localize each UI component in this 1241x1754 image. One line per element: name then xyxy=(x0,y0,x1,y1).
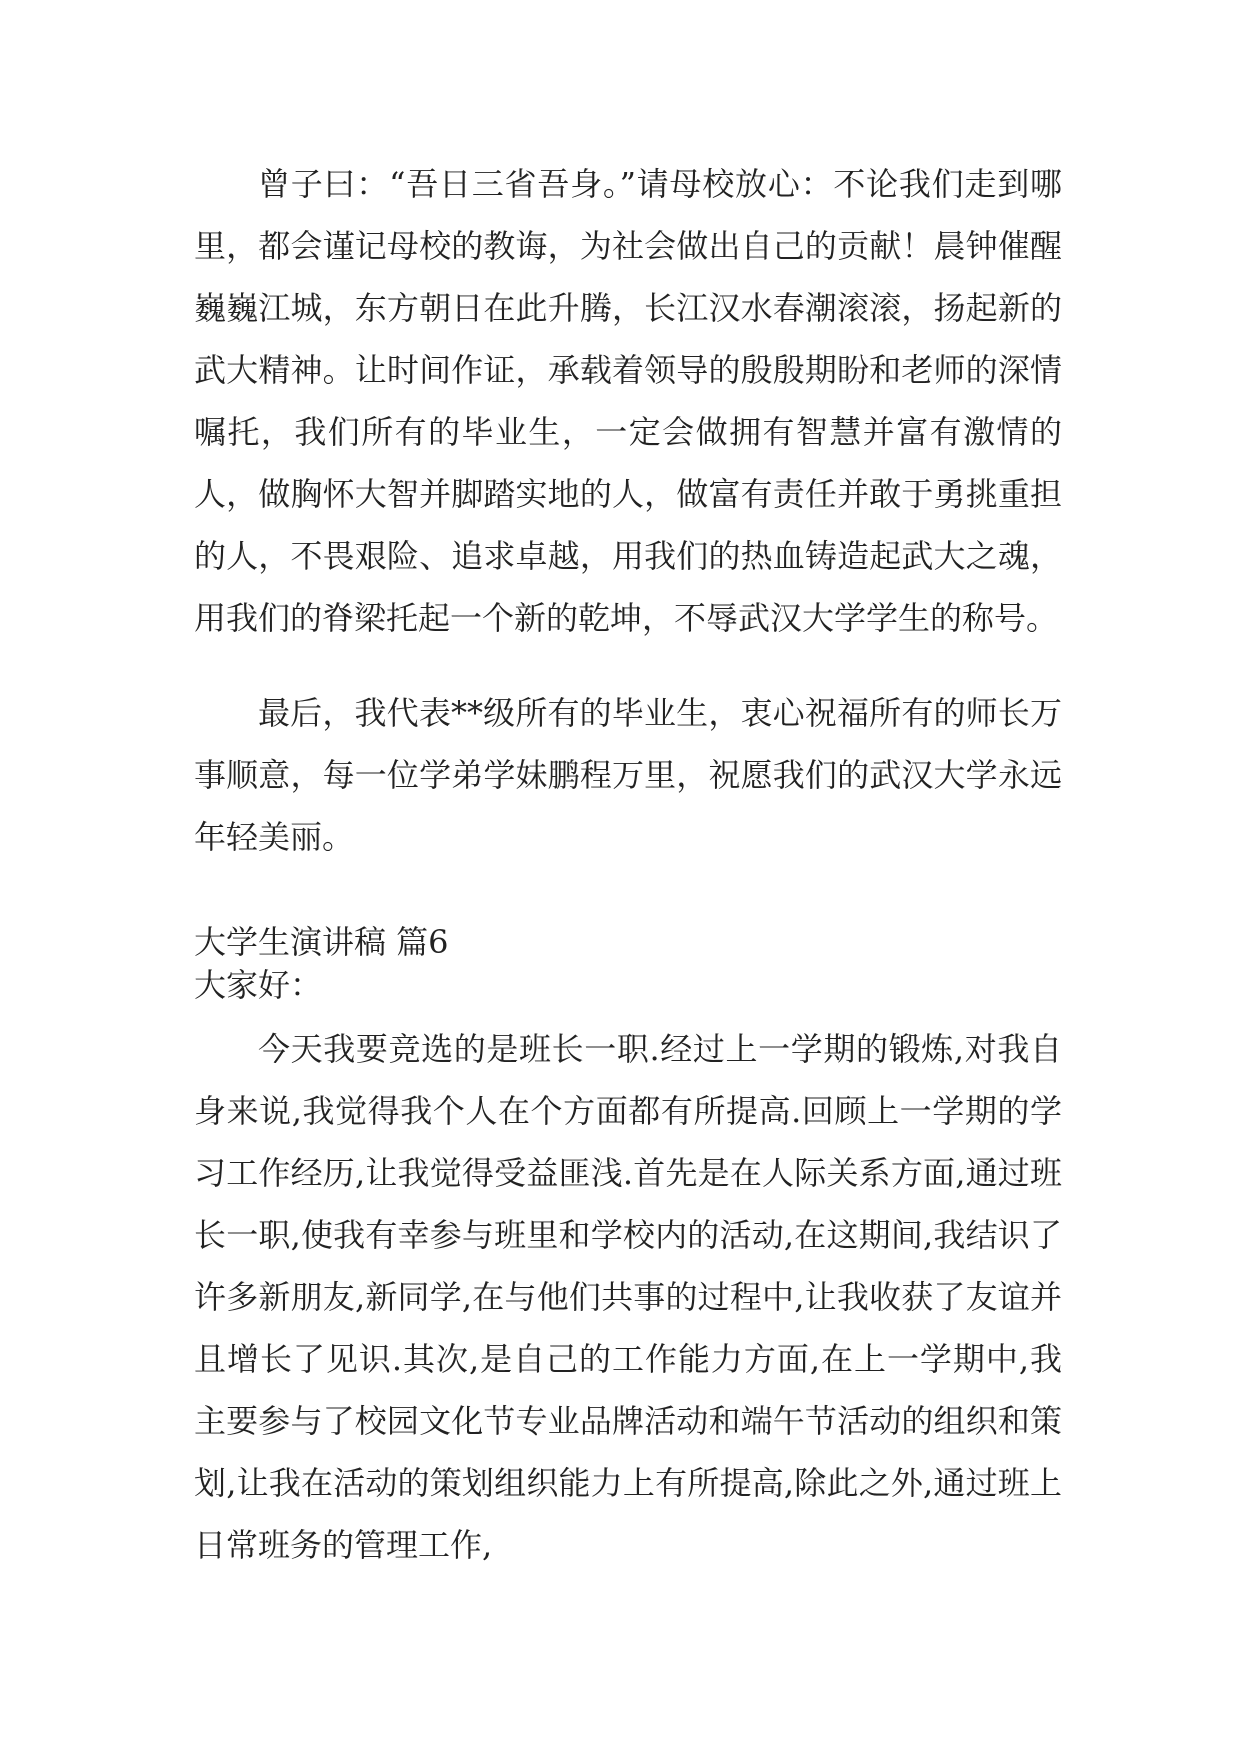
body-paragraph: 曾子曰：“吾日三省吾身。”请母校放心：不论我们走到哪里，都会谨记母校的教诲，为社会做出自己的贡献！晨钟催醒巍巍江城，东方朝日在此升腾，长江汉水春潮滚滚，扬起新的武大精神。让时间作证，承载着领导的殷殷期盼和老师的深情嘱托，我们所有的毕业生，一定会做拥有智慧并富有激情的人，做胸怀大智并脚踏实地的人，做富有责任并敢于勇挑重担的人，不畏艰险、追求卓越，用我们的热血铸造起武大之魂，用我们的脊梁托起一个新的乾坤，不辱武汉大学学生的称号。 xyxy=(194,165,1062,637)
greeting-line: 大家好： xyxy=(194,966,323,1004)
body-paragraph: 最后，我代表**级所有的毕业生，衷心祝福所有的师长万事顺意，每一位学弟学妹鹏程万里，祝愿我们的武汉大学永远年轻美丽。 xyxy=(194,694,1062,856)
section-heading: 大学生演讲稿 篇6 xyxy=(194,923,449,961)
body-paragraph: 今天我要竞选的是班长一职.经过上一学期的锻炼,对我自身来说,我觉得我个人在个方面都有所提高.回顾上一学期的学习工作经历,让我觉得受益匪浅.首先是在人际关系方面,通过班长一职,使我有幸参与班里和学校内的活动,在这期间,我结识了许多新朋友,新同学,在与他们共事的过程中,让我收获了友谊并且增长了见识.其次,是自己的工作能力方面,在上一学期中,我主要参与了校园文化节专业品牌活动和端午节活动的组织和策划,让我在活动的策划组织能力上有所提高,除此之外,通过班上日常班务的管理工作, xyxy=(194,1030,1062,1564)
